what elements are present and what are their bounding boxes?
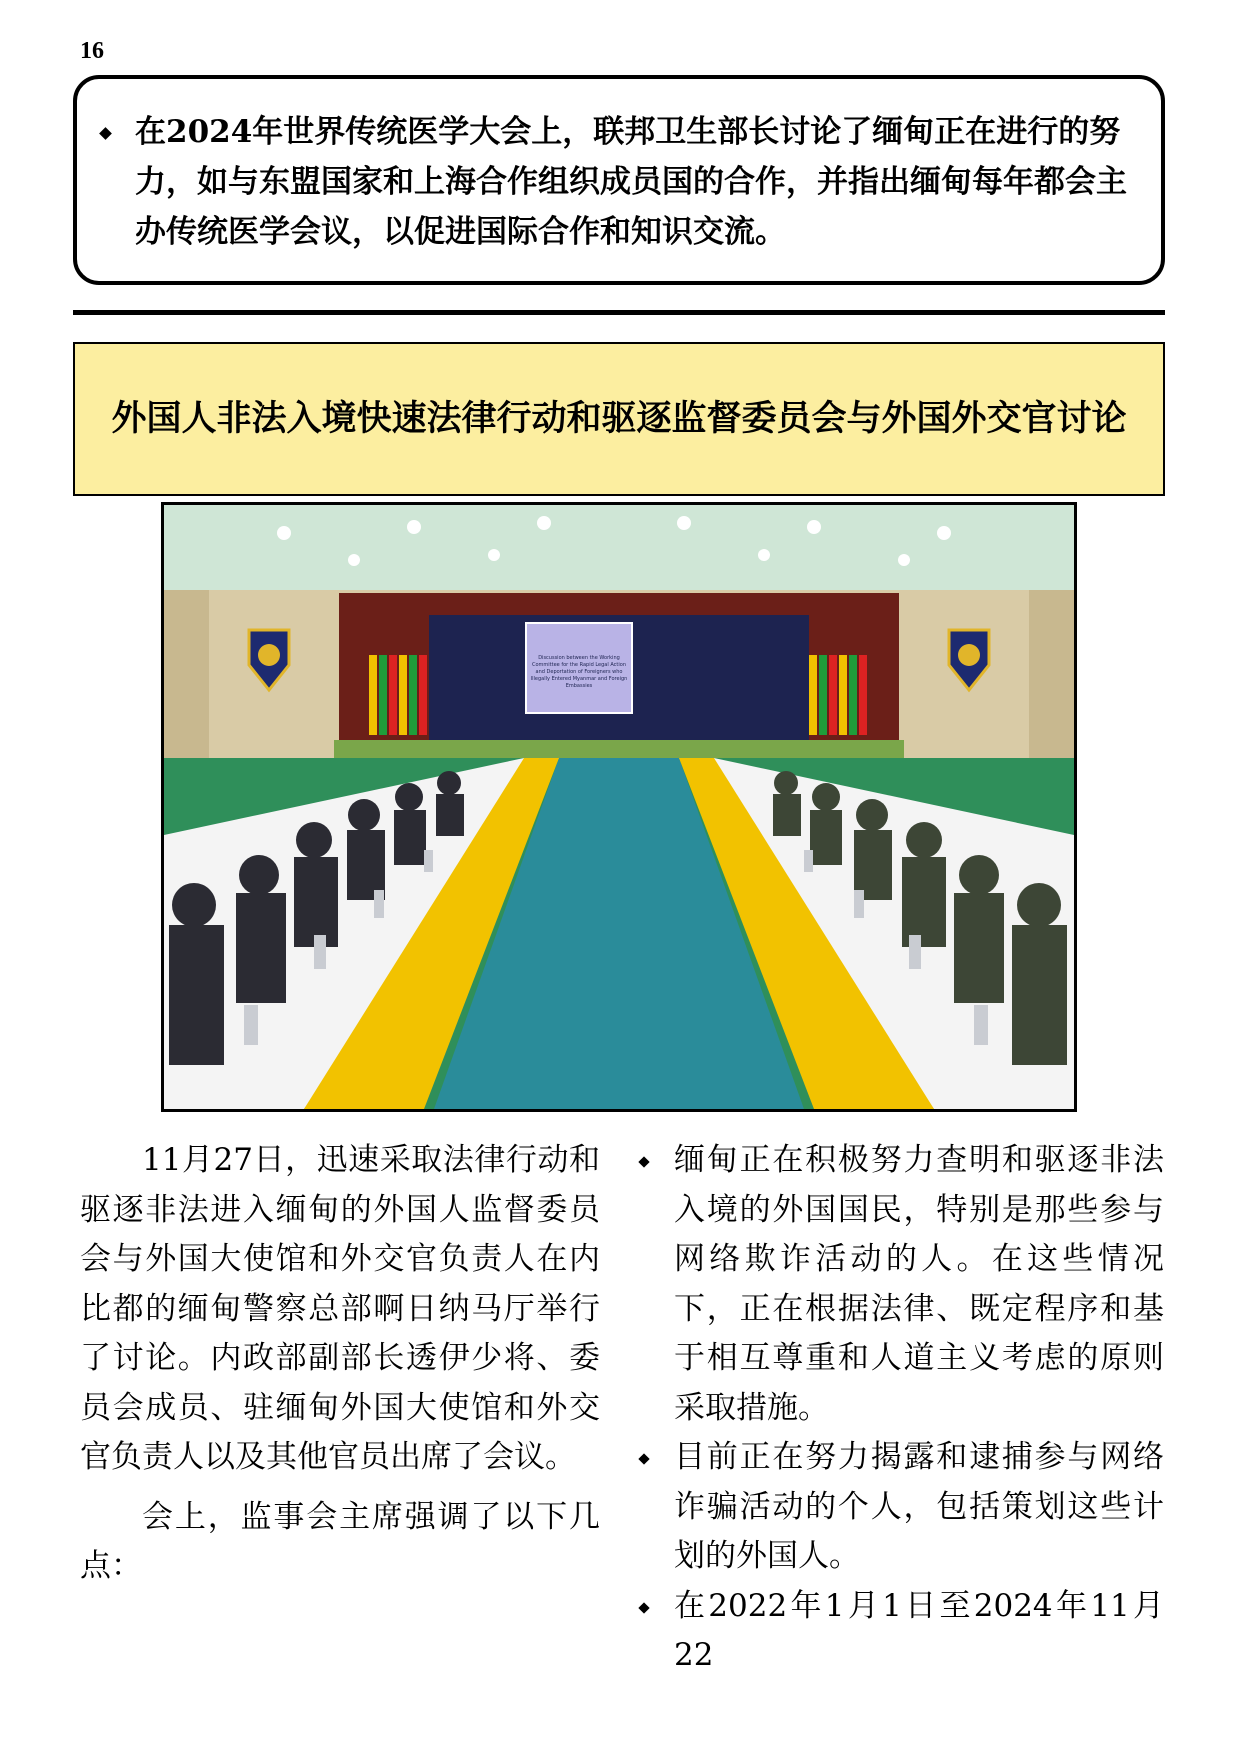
list-item	[634, 1136, 1164, 1433]
screen-caption: Discussion between the Working Committee for the Rapid Legal Action and Deportation of Foreigners who Illegally Entered Myanmar and Foreign Embassies	[530, 655, 628, 689]
paragraph: 11月27日，迅速采取法律行动和驱逐非法进入缅甸的外国人监督委员会与外国大使馆和外交官负责人在内比都的缅甸警察总部啊日纳马厅举行了讨论。内政部副部长透伊少将、委员会成员、驻缅甸外国大使馆和外交官负责人以及其他官员出席了会议。	[80, 1142, 600, 1475]
article-headline: 外国人非法入境快速法律行动和驱逐监督委员会与外国外交官讨论	[111, 398, 1127, 439]
box-bullet-item	[95, 107, 1139, 257]
paragraph: 会上，监事会主席强调了以下几点：	[80, 1498, 600, 1584]
ceiling	[164, 505, 1074, 590]
list-item-text: 缅甸正在积极努力查明和驱逐非法入境的外国国民，特别是那些参与网络欺诈活动的人。在这些情况下，正在根据法律、既定程序和基于相互尊重和人道主义考虑的原则采取措施。	[674, 1142, 1164, 1426]
meeting-room-illustration	[164, 505, 1074, 1109]
article-headline-box	[73, 342, 1165, 496]
diamond-bullet-icon	[638, 1156, 649, 1167]
list-item-text: 在2022年1月1日至2024年11月22	[674, 1587, 1164, 1673]
list-item	[634, 1582, 1164, 1681]
diamond-bullet-icon	[99, 127, 112, 140]
section-divider	[73, 310, 1165, 315]
diamond-bullet-icon	[638, 1602, 649, 1613]
left-column	[80, 1136, 600, 1592]
right-column	[634, 1136, 1164, 1681]
list-item-text: 目前正在努力揭露和逮捕参与网络诈骗活动的个人，包括策划这些计划的外国人。	[674, 1439, 1164, 1574]
highlight-box	[73, 75, 1165, 285]
diamond-bullet-icon	[638, 1453, 649, 1464]
page-number: 16	[80, 38, 104, 64]
list-item	[634, 1433, 1164, 1582]
flower-arrangement	[334, 740, 904, 758]
screen-caption-frame	[530, 655, 628, 711]
meeting-photo	[161, 502, 1077, 1112]
box-bullet-text: 在2024年世界传统医学大会上，联邦卫生部长讨论了缅甸正在进行的努力，如与东盟国家和上海合作组织成员国的合作，并指出缅甸每年都会主办传统医学会议，以促进国际合作和知识交流。	[135, 114, 1127, 250]
